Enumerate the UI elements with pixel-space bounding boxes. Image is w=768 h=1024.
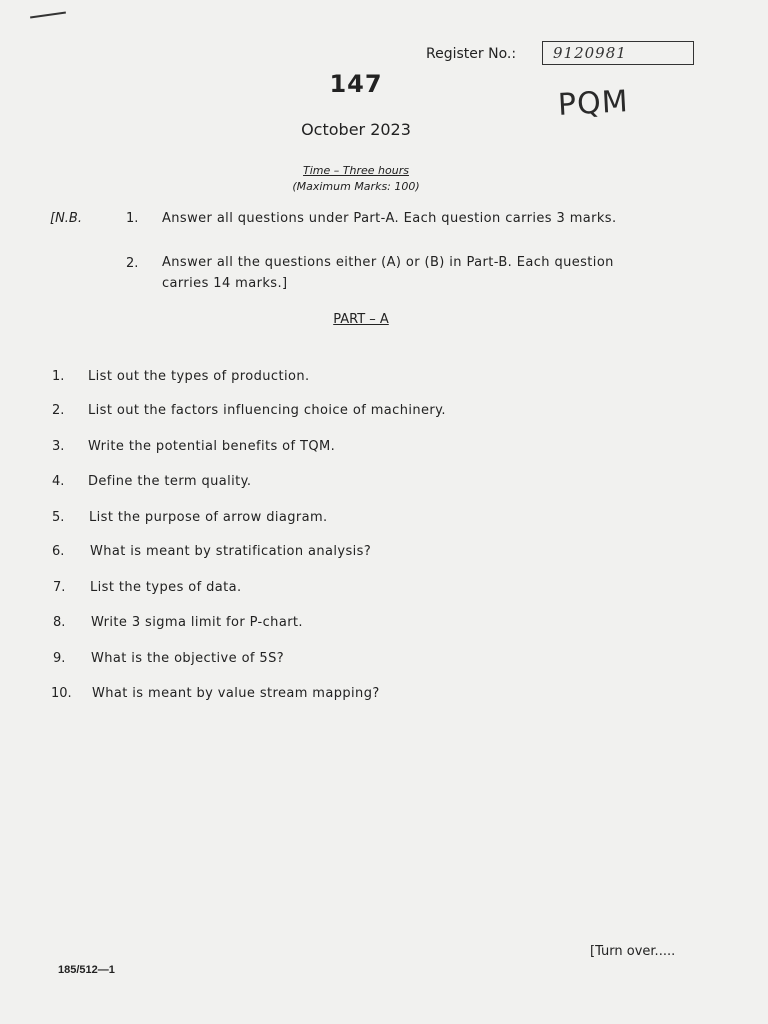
pen-stroke-mark — [30, 12, 66, 19]
part-a-title: PART – A — [333, 312, 389, 327]
question-number: 10. — [51, 686, 72, 701]
question-number: 8. — [53, 615, 66, 630]
exam-date: October 2023 — [301, 120, 411, 139]
instruction-number: 1. — [126, 211, 139, 226]
nb-label: [N.B. — [50, 211, 82, 226]
question-text: Write 3 sigma limit for P-chart. — [91, 615, 303, 630]
maximum-marks: (Maximum Marks: 100) — [292, 180, 420, 193]
question-number: 6. — [52, 544, 65, 559]
instruction-text: Answer all questions under Part-A. Each question carries 3 marks. — [162, 211, 617, 226]
instruction-number: 2. — [126, 256, 139, 271]
register-label: Register No.: — [426, 46, 517, 62]
question-number: 1. — [52, 369, 65, 384]
question-text: List the types of data. — [90, 580, 242, 595]
question-number: 3. — [52, 439, 65, 454]
question-text: What is meant by value stream mapping? — [92, 686, 380, 701]
exam-duration: Time – Three hours — [303, 164, 409, 177]
question-text: List the purpose of arrow diagram. — [89, 510, 328, 525]
question-text: What is meant by stratification analysis? — [90, 544, 372, 559]
register-number-box: 9120981 — [542, 41, 694, 65]
paper-footer-code: 185/512—1 — [58, 964, 115, 976]
question-text: What is the objective of 5S? — [91, 651, 285, 666]
question-text: List out the factors influencing choice of machinery. — [88, 403, 446, 418]
question-text: List out the types of production. — [88, 369, 310, 384]
question-text: Write the potential benefits of TQM. — [88, 439, 336, 454]
question-number: 2. — [52, 403, 65, 418]
handwritten-subject-note: PQM — [557, 84, 630, 123]
question-number: 5. — [52, 510, 65, 525]
instruction-text: Answer all the questions either (A) or (B) in Part-B. Each question carries 14 marks.] — [162, 255, 614, 291]
paper-code: 147 — [329, 70, 383, 98]
question-number: 4. — [52, 474, 65, 489]
question-number: 9. — [53, 651, 66, 666]
turn-over-note: [Turn over..... — [590, 944, 676, 959]
question-number: 7. — [53, 580, 66, 595]
question-text: Define the term quality. — [88, 474, 252, 489]
